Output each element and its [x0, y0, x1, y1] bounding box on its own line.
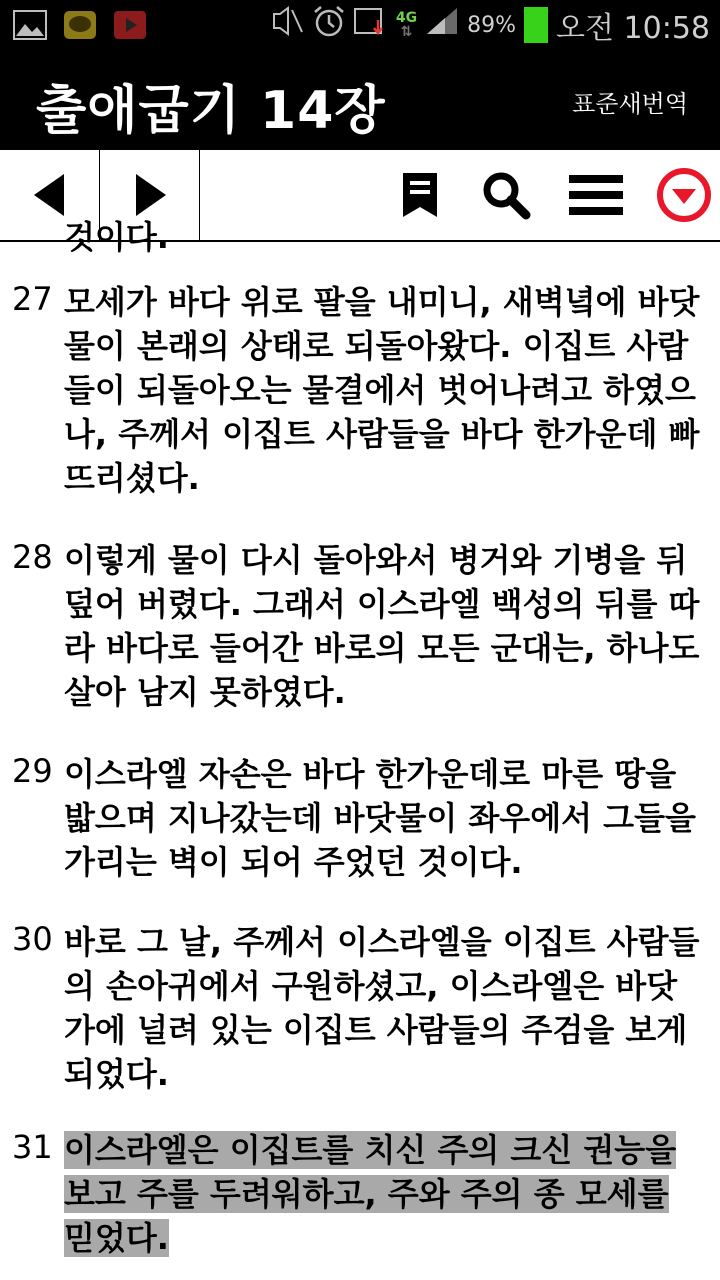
dropdown-circle-icon: [656, 167, 712, 223]
battery-icon: [524, 7, 548, 43]
verse-text: 이스라엘 자손은 바다 한가운데로 마른 땅을 밟으며 지나갔는데 바닷물이 좌우에서 그들을 가리는 벽이 되어 주었던 것이다.: [64, 755, 696, 881]
system-status: [270, 0, 710, 50]
bookmark-icon: [400, 171, 440, 219]
previous-verse-tail: 것이다.: [64, 218, 169, 256]
verse-number: 29: [12, 752, 53, 790]
verse-text: [64, 1128, 704, 1260]
verse-number: 27: [12, 280, 53, 318]
bible-version[interactable]: 표준새번역: [572, 90, 688, 118]
verse-number: 31: [12, 1128, 53, 1166]
menu-button[interactable]: [566, 150, 626, 240]
verse-list: [0, 218, 720, 1280]
youtube-icon: [112, 9, 148, 41]
gallery-icon: [12, 9, 48, 41]
clock: 오전 10:58: [556, 11, 710, 46]
verse-text: 이렇게 물이 다시 돌아와서 병거와 기병을 뒤덮어 버렸다. 그래서 이스라엘 백성의 뒤를 따라 바다로 들어간 바로의 모든 군대는, 하나도 살아 남지 못하였다.: [64, 541, 700, 711]
kakaotalk-icon: [62, 9, 98, 41]
verse-number: 28: [12, 538, 53, 576]
highlighted-verse-text: 이스라엘은 이집트를 치신 주의 크신 권능을 보고 주를 두려워하고, 주와 주의 종 모세를 믿었다.: [64, 1131, 677, 1257]
dropdown-button[interactable]: [652, 150, 716, 240]
network-type: 4G ⇅: [395, 10, 418, 40]
alarm-icon: [312, 5, 346, 45]
battery-percent: 89%: [467, 12, 517, 38]
status-bar: [0, 0, 720, 50]
verse-number: 30: [12, 920, 53, 958]
verse-text: 바로 그 날, 주께서 이스라엘을 이집트 사람들의 손아귀에서 구원하셨고, 이스라엘은 바닷가에 널려 있는 이집트 사람들의 주검을 보게 되었다.: [64, 923, 700, 1093]
menu-icon: [569, 173, 623, 217]
mute-icon: [270, 6, 304, 44]
notification-icons: [12, 8, 148, 42]
signal-icon: [425, 6, 459, 44]
chapter-title: 출애굽기 14장: [36, 81, 386, 141]
download-icon: [354, 6, 388, 44]
app-header: [0, 50, 720, 150]
bookmark-button[interactable]: [392, 150, 448, 240]
search-icon: [481, 170, 531, 220]
verse-text: 모세가 바다 위로 팔을 내미니, 새벽녘에 바닷물이 본래의 상태로 되돌아왔다. 이집트 사람들이 되돌아오는 물결에서 벗어나려고 하였으나, 주께서 이집트 사람들을 바다 한가운데 빠뜨리셨다.: [64, 283, 700, 497]
toolbar-divider: [199, 150, 200, 240]
search-button[interactable]: [478, 150, 534, 240]
